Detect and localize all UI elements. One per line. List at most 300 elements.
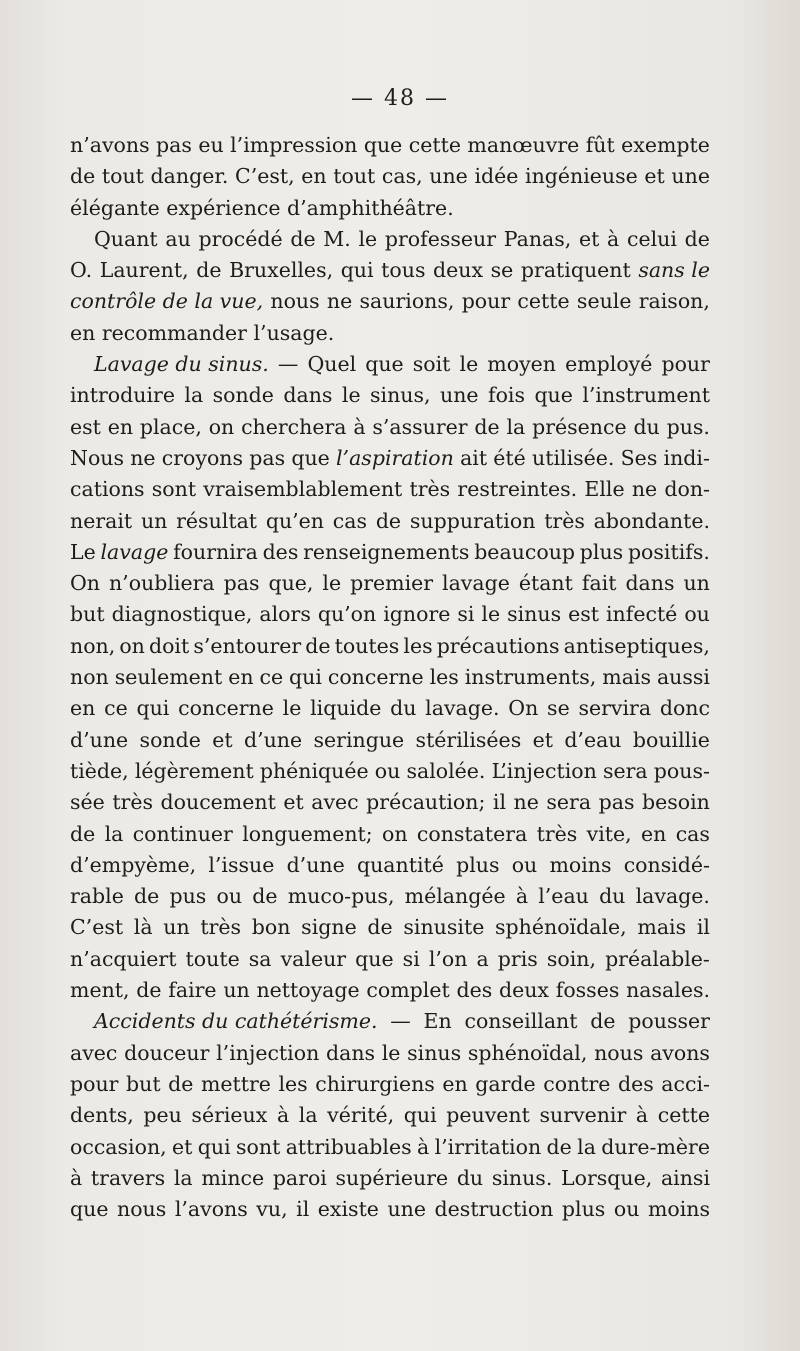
- word: on: [382, 821, 408, 846]
- text-line: [70, 1100, 710, 1131]
- word: été: [493, 445, 526, 470]
- word: salolée.: [406, 758, 486, 783]
- word: O.: [70, 258, 93, 283]
- word: d’empyème,: [70, 852, 197, 877]
- word: que: [363, 133, 403, 157]
- word: cherchera: [241, 414, 347, 439]
- word: celui: [626, 226, 677, 251]
- word: place,: [139, 414, 202, 439]
- word: paroi: [272, 1165, 327, 1190]
- word: occasion,: [70, 1134, 167, 1159]
- word: pas: [249, 445, 286, 470]
- word: avec: [70, 1040, 118, 1065]
- word: en: [301, 164, 327, 189]
- word: le: [341, 383, 361, 408]
- word: précautions: [436, 633, 560, 658]
- word: à: [515, 884, 529, 909]
- text-line: [70, 318, 710, 349]
- word: cette: [657, 1103, 710, 1128]
- word: ment,: [70, 978, 130, 1003]
- text-line: [70, 662, 710, 693]
- word: pus: [169, 884, 207, 909]
- word: sée: [70, 790, 105, 815]
- word: plus: [579, 539, 624, 564]
- word: peuvent: [446, 1103, 530, 1128]
- word: Nous: [70, 445, 125, 470]
- text-line: [70, 819, 710, 850]
- word: liquide: [310, 696, 382, 721]
- word: renseignements: [303, 539, 470, 564]
- word: introduire: [70, 383, 175, 408]
- text-line: [70, 349, 710, 380]
- word: ce: [104, 696, 128, 721]
- word: continuer: [132, 821, 233, 846]
- word: Lavage du sinus.: [94, 352, 269, 377]
- word: tout: [333, 164, 376, 189]
- word: raison,: [638, 289, 710, 314]
- word: moins: [549, 852, 612, 877]
- word: cations: [70, 477, 145, 502]
- word: donc: [659, 696, 710, 721]
- word: s’entourer: [193, 633, 302, 658]
- word: très: [536, 821, 578, 846]
- text-line: [70, 599, 710, 630]
- word: un: [163, 915, 190, 940]
- word: de: [70, 821, 96, 846]
- word: moyen: [487, 352, 556, 377]
- text-line: [70, 912, 710, 943]
- word: suppuration: [409, 508, 536, 533]
- word: pris: [497, 946, 538, 971]
- word: sinus,: [370, 383, 431, 408]
- word: nerait: [70, 508, 133, 533]
- word: des: [617, 1071, 654, 1096]
- word: soit: [412, 352, 451, 377]
- word: ou: [511, 852, 538, 877]
- word: la: [298, 1103, 318, 1128]
- word: l’on: [428, 946, 468, 971]
- word: fois: [487, 383, 525, 408]
- word: les: [429, 665, 459, 690]
- word: saurions,: [359, 289, 455, 314]
- word: un: [223, 978, 250, 1003]
- text-line: [70, 161, 710, 192]
- word: phéniquée: [259, 758, 369, 783]
- word: sphénoïdal,: [467, 1040, 588, 1065]
- word: très: [409, 477, 451, 502]
- word: et: [212, 727, 233, 752]
- word: ou: [374, 758, 401, 783]
- word: Laurent,: [99, 258, 189, 283]
- word: et: [283, 790, 304, 815]
- word: avons: [650, 1040, 710, 1065]
- word: toute: [185, 946, 240, 971]
- word: qui: [340, 258, 374, 283]
- word: ou: [613, 1197, 640, 1222]
- word: de: [196, 258, 222, 283]
- word: l’instrument: [582, 383, 710, 408]
- word: de: [474, 414, 500, 439]
- word: peu: [143, 1103, 182, 1128]
- word: pas: [223, 571, 260, 596]
- word: des: [262, 539, 299, 564]
- word: sans le: [638, 258, 710, 283]
- text-line: [70, 506, 710, 537]
- word: cette: [408, 133, 461, 157]
- word: très: [544, 508, 585, 533]
- word: idée: [474, 164, 519, 189]
- word: l’aspiration: [336, 445, 454, 470]
- word: pousser: [628, 1009, 710, 1034]
- word: Quel: [307, 352, 357, 377]
- word: lavage: [442, 571, 510, 596]
- word: ne: [130, 445, 156, 470]
- word: on: [119, 633, 145, 658]
- word: se: [547, 696, 570, 721]
- word: beaucoup: [474, 539, 576, 564]
- text-line: [70, 568, 710, 599]
- word: la: [173, 1165, 193, 1190]
- word: dans: [625, 571, 675, 596]
- word: que,: [268, 571, 314, 596]
- word: la: [577, 1134, 596, 1159]
- word: l’eau: [538, 884, 589, 909]
- word: de: [305, 633, 331, 658]
- word: en: [442, 1071, 468, 1096]
- word: il: [492, 790, 507, 815]
- word: si: [402, 946, 420, 971]
- word: d’une: [243, 727, 303, 752]
- word: restreintes.: [457, 477, 578, 502]
- word: existe: [317, 1197, 379, 1222]
- word: concerne: [178, 696, 274, 721]
- word: garde: [475, 1071, 536, 1096]
- word: vérité,: [327, 1103, 395, 1128]
- word: que: [355, 946, 394, 971]
- text-line: [70, 1132, 710, 1163]
- word: employé: [565, 352, 653, 377]
- word: —: [390, 1009, 411, 1034]
- text-line: [70, 130, 710, 161]
- word: sphénoïdale,: [495, 915, 627, 940]
- word: fosses: [555, 978, 620, 1003]
- word: Quant: [94, 226, 158, 251]
- word: M.: [323, 226, 351, 251]
- word: mais: [602, 665, 651, 690]
- word: lavage.: [425, 696, 500, 721]
- word: nous: [594, 1040, 644, 1065]
- word: En: [423, 1009, 452, 1034]
- word: vraisemblablement: [203, 477, 403, 502]
- word: l’avons: [174, 1197, 248, 1222]
- word: ait: [460, 445, 488, 470]
- word: rable: [70, 884, 124, 909]
- word: nous: [117, 1197, 167, 1222]
- word: seule: [576, 289, 632, 314]
- text-line: [70, 1069, 710, 1100]
- word: cas: [675, 821, 710, 846]
- word: C’est,: [235, 164, 295, 189]
- word: sinus: [407, 1040, 462, 1065]
- word: pour: [70, 1071, 119, 1096]
- text-line: [70, 975, 710, 1006]
- word: dans: [283, 383, 333, 408]
- word: Elle: [584, 477, 625, 502]
- word: on: [208, 414, 235, 439]
- word: supérieure: [335, 1165, 449, 1190]
- word: stérilisées: [415, 727, 522, 752]
- word: il: [696, 915, 710, 940]
- word: vite,: [586, 821, 632, 846]
- word: On: [508, 696, 539, 721]
- word: qu’on: [317, 602, 377, 627]
- word: antiseptiques,: [563, 633, 710, 658]
- word: seringue: [313, 727, 405, 752]
- word: si: [457, 602, 475, 627]
- word: besoin: [642, 790, 710, 815]
- word: ce: [259, 665, 284, 690]
- word: attribuables: [285, 1134, 412, 1159]
- word: mettre: [200, 1071, 271, 1096]
- word: dents,: [70, 1103, 134, 1128]
- word: la: [104, 821, 124, 846]
- word: sinusite: [403, 915, 485, 940]
- word: pas: [156, 133, 192, 157]
- text-line: [70, 944, 710, 975]
- word: qu’en: [265, 508, 325, 533]
- word: d’amphithéâtre.: [287, 195, 454, 220]
- word: bon: [251, 915, 291, 940]
- word: une: [440, 383, 479, 408]
- word: contre: [543, 1071, 611, 1096]
- word: l’impression: [230, 133, 358, 157]
- word: étant: [518, 571, 573, 596]
- word: premier: [350, 571, 434, 596]
- word: du: [390, 696, 417, 721]
- word: à: [635, 1103, 649, 1128]
- word: de: [70, 164, 96, 189]
- word: Accidents du cathétérisme.: [94, 1009, 378, 1034]
- word: sérieux: [191, 1103, 268, 1128]
- word: de: [168, 1071, 194, 1096]
- text-line: [70, 787, 710, 818]
- word: non: [70, 665, 109, 690]
- word: d’eau: [564, 727, 622, 752]
- word: plus: [561, 1197, 606, 1222]
- text-line: [70, 443, 710, 474]
- word: manœuvre: [467, 133, 580, 157]
- text-line: [70, 412, 710, 443]
- word: On: [70, 571, 101, 596]
- word: en: [641, 821, 667, 846]
- word: cette: [517, 289, 570, 314]
- word: très: [112, 790, 154, 815]
- word: destruction: [434, 1197, 554, 1222]
- word: nasales.: [626, 978, 710, 1003]
- word: douceur: [124, 1040, 210, 1065]
- word: ne: [631, 477, 658, 502]
- word: instruments,: [464, 665, 597, 690]
- word: lavage.: [635, 884, 710, 909]
- word: Ses: [620, 445, 658, 470]
- word: du: [599, 884, 626, 909]
- word: vu,: [256, 1197, 288, 1222]
- word: ingénieuse: [525, 164, 638, 189]
- word: sonde: [139, 727, 201, 752]
- word: en: [107, 414, 134, 439]
- word: qui: [403, 1103, 437, 1128]
- text-line: [70, 1038, 710, 1069]
- word: fournira: [173, 539, 258, 564]
- word: L’injection: [491, 758, 597, 783]
- word: abondante.: [593, 508, 710, 533]
- word: préalable-: [605, 946, 710, 971]
- word: sonde: [212, 383, 274, 408]
- word: pour: [461, 289, 511, 314]
- text-line: [70, 224, 710, 255]
- word: qui: [289, 665, 322, 690]
- word: pour: [661, 352, 710, 377]
- word: concerne: [327, 665, 424, 690]
- word: le: [481, 602, 501, 627]
- word: positifs.: [627, 539, 710, 564]
- word: fût: [585, 133, 615, 157]
- word: la: [184, 383, 204, 408]
- word: ne: [513, 790, 539, 815]
- word: nettoyage: [256, 978, 360, 1003]
- word: ou: [216, 884, 243, 909]
- word: de: [136, 978, 162, 1003]
- word: pas: [598, 790, 635, 815]
- word: alors: [259, 602, 311, 627]
- word: l’usage.: [253, 320, 335, 345]
- word: du: [633, 414, 660, 439]
- word: le: [358, 226, 378, 251]
- body-text: [70, 130, 710, 1225]
- word: s’assurer: [372, 414, 468, 439]
- word: un: [683, 571, 710, 596]
- word: tiède,: [70, 758, 129, 783]
- word: aussi: [656, 665, 710, 690]
- word: doit: [148, 633, 190, 658]
- word: infecté: [605, 602, 678, 627]
- word: Le: [70, 539, 96, 564]
- word: de: [375, 508, 402, 533]
- word: constatera: [416, 821, 528, 846]
- word: ne: [326, 289, 353, 314]
- text-line: [70, 1006, 710, 1037]
- word: d’une: [70, 727, 129, 752]
- word: faire: [168, 978, 217, 1003]
- word: ignore: [383, 602, 451, 627]
- word: but: [126, 1071, 161, 1096]
- word: complet: [366, 978, 450, 1003]
- word: à: [70, 1165, 83, 1190]
- word: danger.: [150, 164, 229, 189]
- word: acci-: [661, 1071, 710, 1096]
- text-line: [70, 286, 710, 317]
- word: sera: [546, 790, 592, 815]
- word: procédé: [198, 226, 283, 251]
- word: est: [70, 414, 101, 439]
- word: contrôle de la vue,: [70, 289, 264, 314]
- word: légèrement: [134, 758, 254, 783]
- word: ou: [684, 602, 710, 627]
- word: n’oubliera: [108, 571, 215, 596]
- word: Bruxelles,: [229, 258, 334, 283]
- word: lavage: [100, 539, 169, 564]
- word: sont: [151, 477, 197, 502]
- word: conseillant: [464, 1009, 578, 1034]
- word: pous-: [653, 758, 710, 783]
- word: que: [365, 352, 404, 377]
- word: en: [70, 320, 102, 345]
- word: quantité: [356, 852, 444, 877]
- word: nous: [270, 289, 320, 314]
- word: soin,: [546, 946, 596, 971]
- word: mais: [637, 915, 687, 940]
- word: la: [506, 414, 526, 439]
- word: mélangée: [404, 884, 506, 909]
- word: pus.: [666, 414, 710, 439]
- word: de: [590, 1009, 616, 1034]
- word: en: [70, 696, 96, 721]
- page-number: — 48 —: [351, 86, 449, 111]
- word: il: [296, 1197, 310, 1222]
- word: C’est: [70, 915, 124, 940]
- word: sinus.: [491, 1165, 553, 1190]
- word: des: [456, 978, 493, 1003]
- word: n’acquiert: [70, 946, 177, 971]
- word: qui: [136, 696, 170, 721]
- word: considé-: [623, 852, 710, 877]
- word: l’irritation: [434, 1134, 542, 1159]
- word: eu: [198, 133, 224, 157]
- text-line: [70, 474, 710, 505]
- word: dure-mère: [601, 1134, 710, 1159]
- word: but: [70, 602, 105, 627]
- word: n’avons: [70, 133, 150, 157]
- word: est: [568, 602, 599, 627]
- word: sinus: [507, 602, 562, 627]
- word: sera: [602, 758, 648, 783]
- word: de: [546, 1134, 572, 1159]
- word: expérience: [166, 195, 288, 220]
- word: plus: [456, 852, 500, 877]
- word: seulement: [114, 665, 223, 690]
- word: le: [459, 352, 479, 377]
- word: cas: [332, 508, 368, 533]
- word: et: [578, 226, 600, 251]
- text-line: [70, 1194, 710, 1225]
- word: que: [70, 1197, 109, 1222]
- text-line: [70, 725, 710, 756]
- word: les: [278, 1071, 308, 1096]
- word: exempte: [621, 133, 710, 157]
- word: toutes: [334, 633, 400, 658]
- word: l’injection: [216, 1040, 320, 1065]
- word: indi-: [663, 445, 710, 470]
- word: —: [277, 352, 299, 377]
- text-line: [70, 631, 710, 662]
- word: une: [671, 164, 710, 189]
- word: très: [200, 915, 242, 940]
- word: l’issue: [208, 852, 275, 877]
- text-line: [70, 537, 710, 568]
- word: de: [290, 226, 316, 251]
- word: mince: [201, 1165, 265, 1190]
- word: non,: [70, 633, 116, 658]
